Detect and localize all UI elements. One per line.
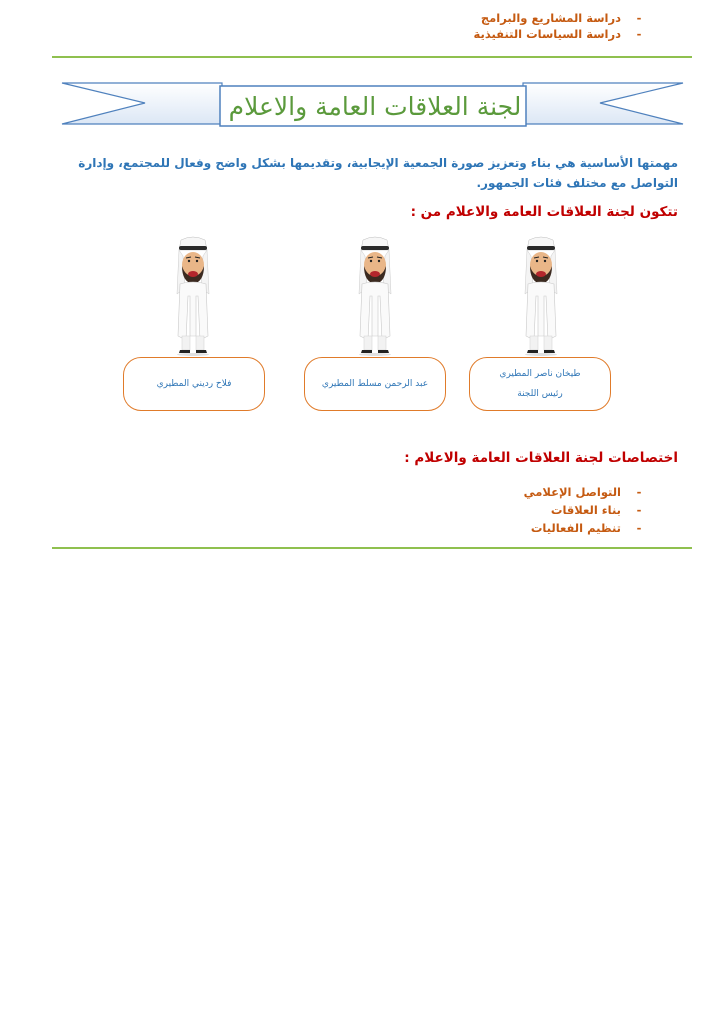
banner-title: لجنة العلاقات العامة والاعلام [228, 91, 522, 121]
mission-paragraph: مهمتها الأساسية هي بناء وتعزيز صورة الجمعية الإيجابية، وتقديمها بشكل واضح وفعال للمجتمع، وإدارة التواصل مع مختلف فئات الجمهور. [78, 156, 678, 190]
bullet-dash: - [636, 11, 642, 25]
member-role: رئيس اللجنة [517, 389, 563, 399]
bullet-dash: - [636, 521, 642, 535]
list-item-text: تنظيم الفعاليات [530, 521, 621, 535]
list-item [524, 501, 643, 519]
member-figure-1 [516, 236, 566, 356]
member-figure-3 [168, 236, 218, 356]
bullet-dash: - [636, 485, 642, 499]
list-item-text: دراسة السياسات التنفيذية [473, 27, 621, 41]
list-item-text: التواصل الإعلامي [523, 485, 621, 499]
specialties-list [524, 483, 643, 537]
composition-heading: تتكون لجنة العلاقات العامة والاعلام من : [410, 204, 678, 220]
member-name: طيخان ناصر المطيري [499, 369, 581, 379]
member-card-3 [123, 357, 265, 411]
specialties-heading: اختصاصات لجنة العلاقات العامة والاعلام : [404, 450, 678, 466]
member-card-1 [469, 357, 611, 411]
member-figure-2 [350, 236, 400, 356]
divider-top [52, 56, 692, 58]
member-card-2 [304, 357, 446, 411]
member-name: فلاح رديني المطيري [156, 379, 232, 389]
list-item [343, 10, 643, 26]
bullet-dash: - [636, 27, 642, 41]
top-bullet-list [343, 10, 643, 42]
list-item [524, 483, 643, 501]
list-item [343, 26, 643, 42]
list-item-text: دراسة المشاريع والبرامج [480, 11, 621, 25]
list-item-text: بناء العلاقات [550, 503, 621, 517]
bullet-dash: - [636, 503, 642, 517]
list-item [524, 519, 643, 537]
member-name: عبد الرحمن مسلط المطيري [321, 379, 429, 389]
divider-bottom [52, 547, 692, 549]
